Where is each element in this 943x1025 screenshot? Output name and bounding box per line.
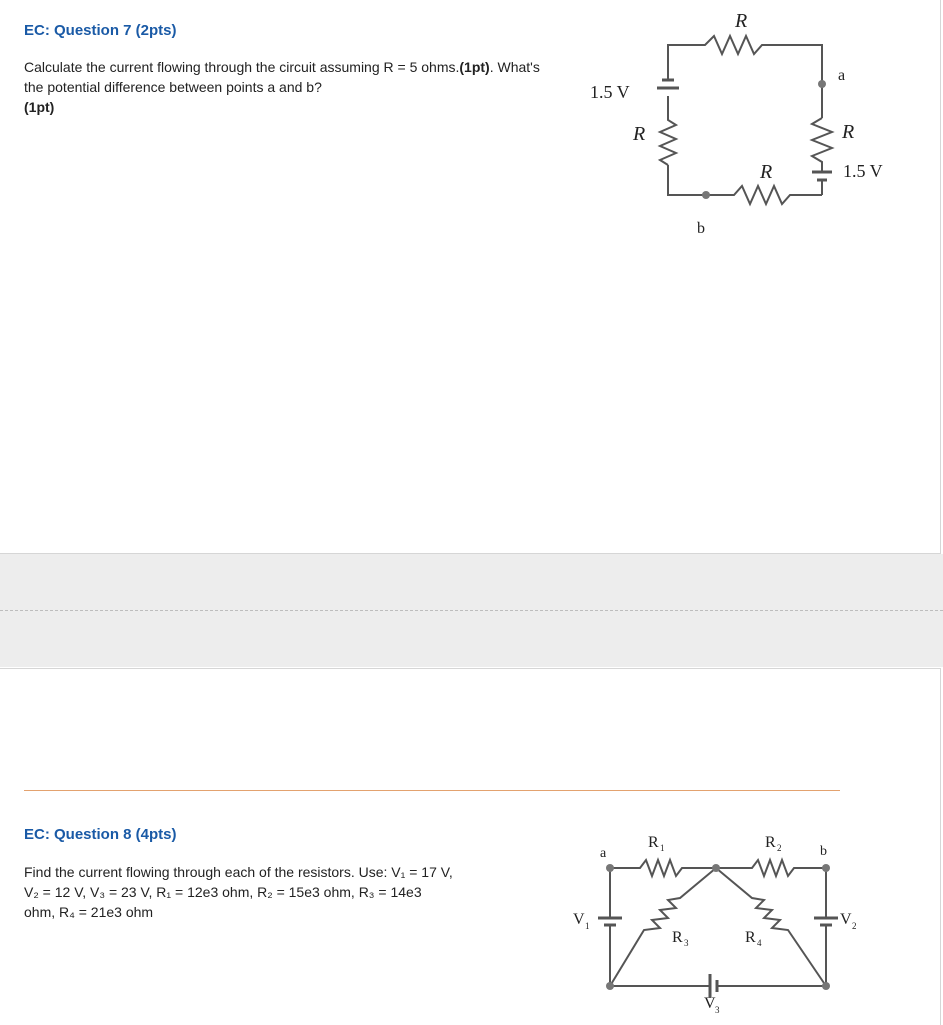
node-bottom-right xyxy=(822,982,830,990)
label-V1-main: V xyxy=(573,911,585,928)
label-b: b xyxy=(697,220,705,237)
circuit-8-wires xyxy=(598,860,838,998)
question-7-title: EC: Question 7 (2pts) xyxy=(24,22,177,39)
label-R1 xyxy=(648,834,665,853)
label-b-q8: b xyxy=(820,844,827,859)
label-right-R: R xyxy=(842,121,855,143)
label-bottom-R: R xyxy=(760,161,773,183)
label-R1-main: R xyxy=(648,834,659,851)
label-a: a xyxy=(838,67,846,84)
node-a xyxy=(606,864,614,872)
label-R3-main: R xyxy=(672,929,683,946)
label-R2-sub: 2 xyxy=(777,843,782,853)
label-V1 xyxy=(573,911,590,931)
label-a-q8: a xyxy=(600,846,607,861)
question-7-points-1: (1pt) xyxy=(459,59,490,75)
label-left-R: R xyxy=(633,123,646,145)
label-V2 xyxy=(840,911,857,931)
label-V3-sub: 3 xyxy=(715,1005,720,1015)
question-7-text-main: Calculate the current flowing through the circuit assuming R = 5 ohms. xyxy=(24,59,460,75)
node-junction xyxy=(712,864,720,872)
node-bottom-left xyxy=(606,982,614,990)
label-right-voltage: 1.5 V xyxy=(843,161,883,181)
label-V2-sub: 2 xyxy=(852,921,857,931)
label-R2 xyxy=(765,834,782,853)
label-R3 xyxy=(672,929,689,948)
question-8-title: EC: Question 8 (4pts) xyxy=(24,826,177,843)
label-V2-main: V xyxy=(840,911,852,928)
label-R4-main: R xyxy=(745,929,756,946)
label-R4-sub: 4 xyxy=(757,938,762,948)
label-R4 xyxy=(745,929,762,948)
label-V3 xyxy=(704,995,720,1015)
question-8-text-line1: Find the current flowing through each of the resistors. Use: V₁ = 17 V, xyxy=(24,864,453,880)
label-left-voltage: 1.5 V xyxy=(590,82,630,102)
label-R2-main: R xyxy=(765,834,776,851)
question-8-text-line2: V₂ = 12 V, V₃ = 23 V, R₁ = 12e3 ohm, R₂ = 15e3 ohm, R₃ = 14e3 xyxy=(24,884,422,900)
label-R1-sub: 1 xyxy=(660,843,665,853)
label-R3-sub: 3 xyxy=(684,938,689,948)
node-b xyxy=(822,864,830,872)
label-V3-main: V xyxy=(704,995,716,1012)
question-7-points-2: (1pt) xyxy=(24,99,55,115)
label-top-R: R xyxy=(735,10,748,32)
question-7-text-mid: . What's the potential difference between points a and b? xyxy=(24,59,540,95)
question-8-text-line3: ohm, R₄ = 21e3 ohm xyxy=(24,904,154,920)
label-V1-sub: 1 xyxy=(585,921,590,931)
